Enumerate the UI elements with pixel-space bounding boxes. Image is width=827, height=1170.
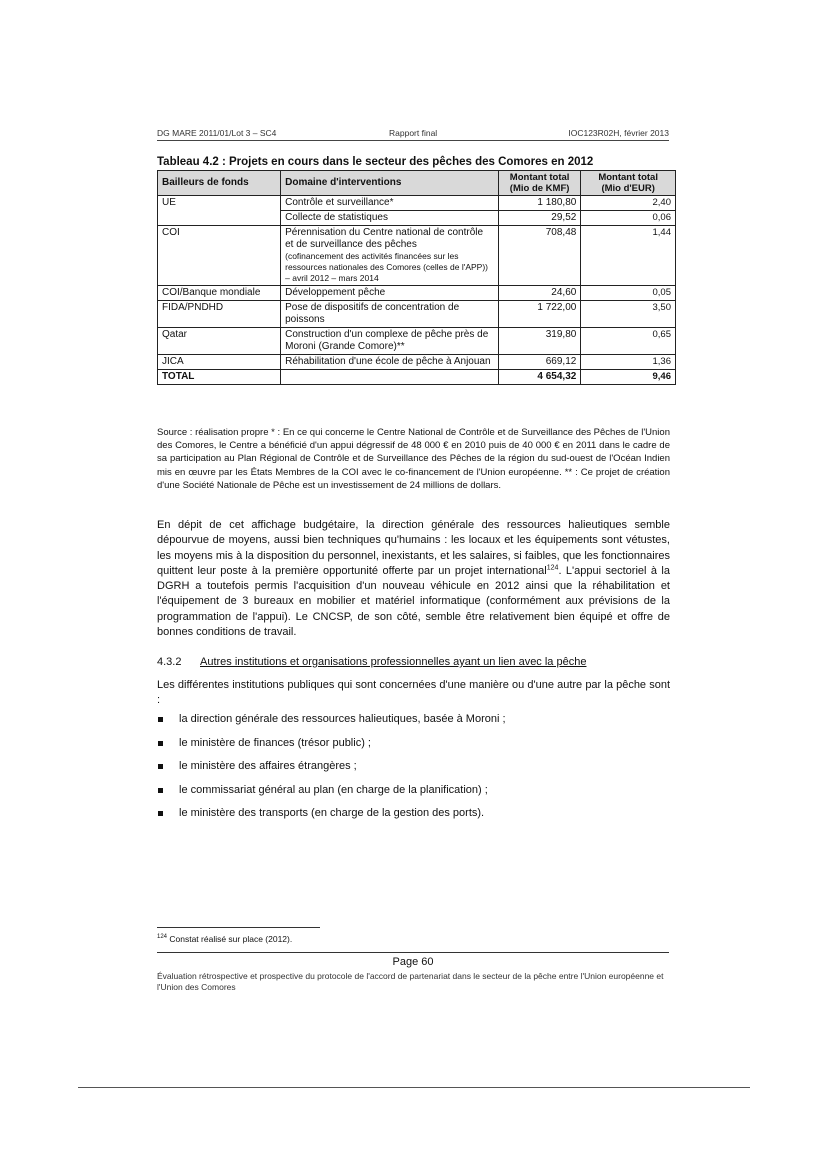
page-header (157, 128, 669, 141)
bullet-square-icon (158, 764, 163, 769)
table-row (158, 355, 676, 370)
domain-cell: Construction d'un complexe de pêche près de Moroni (Grande Comore)** (281, 328, 499, 355)
kmf-cell: 24,60 (498, 286, 580, 301)
bullet-square-icon (158, 741, 163, 746)
header-right: IOC123R02H, février 2013 (568, 128, 669, 138)
eur-cell: 3,50 (581, 301, 676, 328)
donor-cell: Qatar (158, 328, 281, 355)
footnote-ref: 124 (546, 564, 559, 572)
table-title: Tableau 4.2 : Projets en cours dans le secteur des pêches des Comores en 2012 (157, 156, 594, 168)
header-eur-line2: (Mio d'EUR) (601, 183, 655, 194)
domain-cell: Réhabilitation d'une école de pêche à Anjouan (281, 355, 499, 370)
bullet-square-icon (158, 811, 163, 816)
kmf-cell: 669,12 (498, 355, 580, 370)
kmf-cell: 708,48 (498, 226, 580, 286)
footnote (157, 934, 292, 944)
body-paragraph (157, 518, 670, 640)
table-total-row (158, 370, 676, 385)
kmf-cell: 29,52 (498, 211, 580, 226)
page-number: Page 60 (392, 956, 434, 968)
intro-paragraph: Les différentes institutions publiques qui sont concernées d'une manière ou d'une autre par la pêche sont : (157, 679, 670, 707)
section-number: 4.3.2 (157, 656, 182, 668)
header-center: Rapport final (389, 128, 438, 138)
list-item (157, 784, 506, 808)
table-row (158, 328, 676, 355)
header-kmf-line2: (Mio de KMF) (509, 183, 570, 194)
table-source-note: Source : réalisation propre * : En ce qui concerne le Centre National de Contrôle et de Surveillance des Pêches de l'Union des Comores, le Centre a bénéficié d'un appui dégressif de 48 000 € en 2010 puis de 40 000 € en 2011 dans le cadre de sa participation au Plan Régional de Contrôle et de Surveillance des Pêches de la région du sud-ouest de l'Océan Indien mis en œuvre par les États Membres de la COI avec le co-financement de l'Union européenne. ** : Ce projet de création d'une Société Nationale de Pêche est un investissement de 24 millions de dollars. (157, 427, 670, 491)
list-item-text: le ministère de finances (trésor public) ; (179, 736, 371, 749)
header-donor: Bailleurs de fonds (158, 171, 281, 196)
header-kmf (498, 171, 580, 196)
total-label: TOTAL (158, 370, 281, 385)
kmf-cell: 319,80 (498, 328, 580, 355)
list-item-text: le ministère des transports (en charge de la gestion des ports). (179, 807, 485, 819)
section-heading (157, 656, 586, 668)
table-row (158, 286, 676, 301)
projects-table (157, 170, 676, 385)
table-row (158, 301, 676, 328)
list-item (157, 713, 506, 737)
donor-cell: JICA (158, 355, 281, 370)
table-row (158, 226, 676, 286)
eur-cell: 2,40 (581, 196, 676, 211)
eur-cell: 0,05 (581, 286, 676, 301)
total-empty-cell (281, 370, 499, 385)
kmf-cell: 1 180,80 (498, 196, 580, 211)
donor-cell: FIDA/PNDHD (158, 301, 281, 328)
eur-cell: 1,44 (581, 226, 676, 286)
domain-main-text: Pérennisation du Centre national de contrôle et de surveillance des pêches (285, 227, 484, 250)
list-item (157, 807, 506, 831)
domain-cell: Pose de dispositifs de concentration de poissons (281, 301, 499, 328)
domain-cell: Contrôle et surveillance* (281, 196, 499, 211)
paragraph-part2: . L'appui sectoriel à la DGRH a toutefois permis l'acquisition d'un nouveau véhicule en 2012 ainsi que la réhabilitation et l'équipement de 3 bureaux en mobilier et matériel informatique (conformément aux prévisions de la programmation de l'appui). Le CNCSP, de son côté, semble être relativement bien équipé et offre de bonnes conditions de travail. (157, 564, 670, 639)
table-row (158, 196, 676, 211)
list-item-text: le commissariat général au plan (en charge de la planification) ; (179, 783, 488, 796)
page-bottom-divider (78, 1087, 750, 1088)
list-item (157, 760, 506, 784)
domain-note-text: (cofinancement des activités financées sur les ressources nationales des Comores (celles de l'APP)) – avril 2012 – mars 2014 (285, 251, 489, 283)
domain-cell: Collecte de statistiques (281, 211, 499, 226)
footnote-number: 124 (157, 934, 168, 941)
header-kmf-line1: Montant total (509, 172, 570, 183)
section-title: Autres institutions et organisations professionnelles ayant un lien avec la pêche (200, 656, 587, 668)
domain-cell (281, 226, 499, 286)
paragraph-part1: En dépit de cet affichage budgétaire, la direction générale des ressources halieutiques semble dépourvue de moyens, aussi bien techniques qu'humains : les locaux et les équipements sont vétustes, les moyens mis à la disposition du personnel, inexistants, et les salaires, si faibles, que les fonctionnaires quittent leur poste à la première opportunité offerte par un projet international (157, 519, 670, 577)
donor-cell: COI/Banque mondiale (158, 286, 281, 301)
table-header-row (158, 171, 676, 196)
bullet-square-icon (158, 717, 163, 722)
list-item (157, 737, 506, 761)
header-eur-line1: Montant total (598, 172, 658, 183)
donor-cell: UE (158, 196, 281, 226)
list-item-text: la direction générale des ressources halieutiques, basée à Moroni ; (179, 713, 506, 725)
list-item-text: le ministère des affaires étrangères ; (179, 760, 357, 772)
total-kmf: 4 654,32 (498, 370, 580, 385)
eur-cell: 0,06 (581, 211, 676, 226)
domain-cell: Développement pêche (281, 286, 499, 301)
total-eur: 9,46 (581, 370, 676, 385)
footer-text: Évaluation rétrospective et prospective du protocole de l'accord de partenariat dans le secteur de la pêche entre l'Union européenne et l'Union des Comores (157, 971, 664, 992)
eur-cell: 1,36 (581, 355, 676, 370)
footnote-text: Constat réalisé sur place (2012). (167, 934, 293, 944)
kmf-cell: 1 722,00 (498, 301, 580, 328)
header-domain: Domaine d'interventions (281, 171, 499, 196)
header-left: DG MARE 2011/01/Lot 3 – SC4 (157, 128, 277, 138)
header-eur (581, 171, 676, 196)
bullet-square-icon (158, 788, 163, 793)
footer-rule (157, 952, 669, 953)
eur-cell: 0,65 (581, 328, 676, 355)
footnote-separator (157, 927, 320, 928)
donor-cell: COI (158, 226, 281, 286)
institutions-list (157, 713, 506, 831)
